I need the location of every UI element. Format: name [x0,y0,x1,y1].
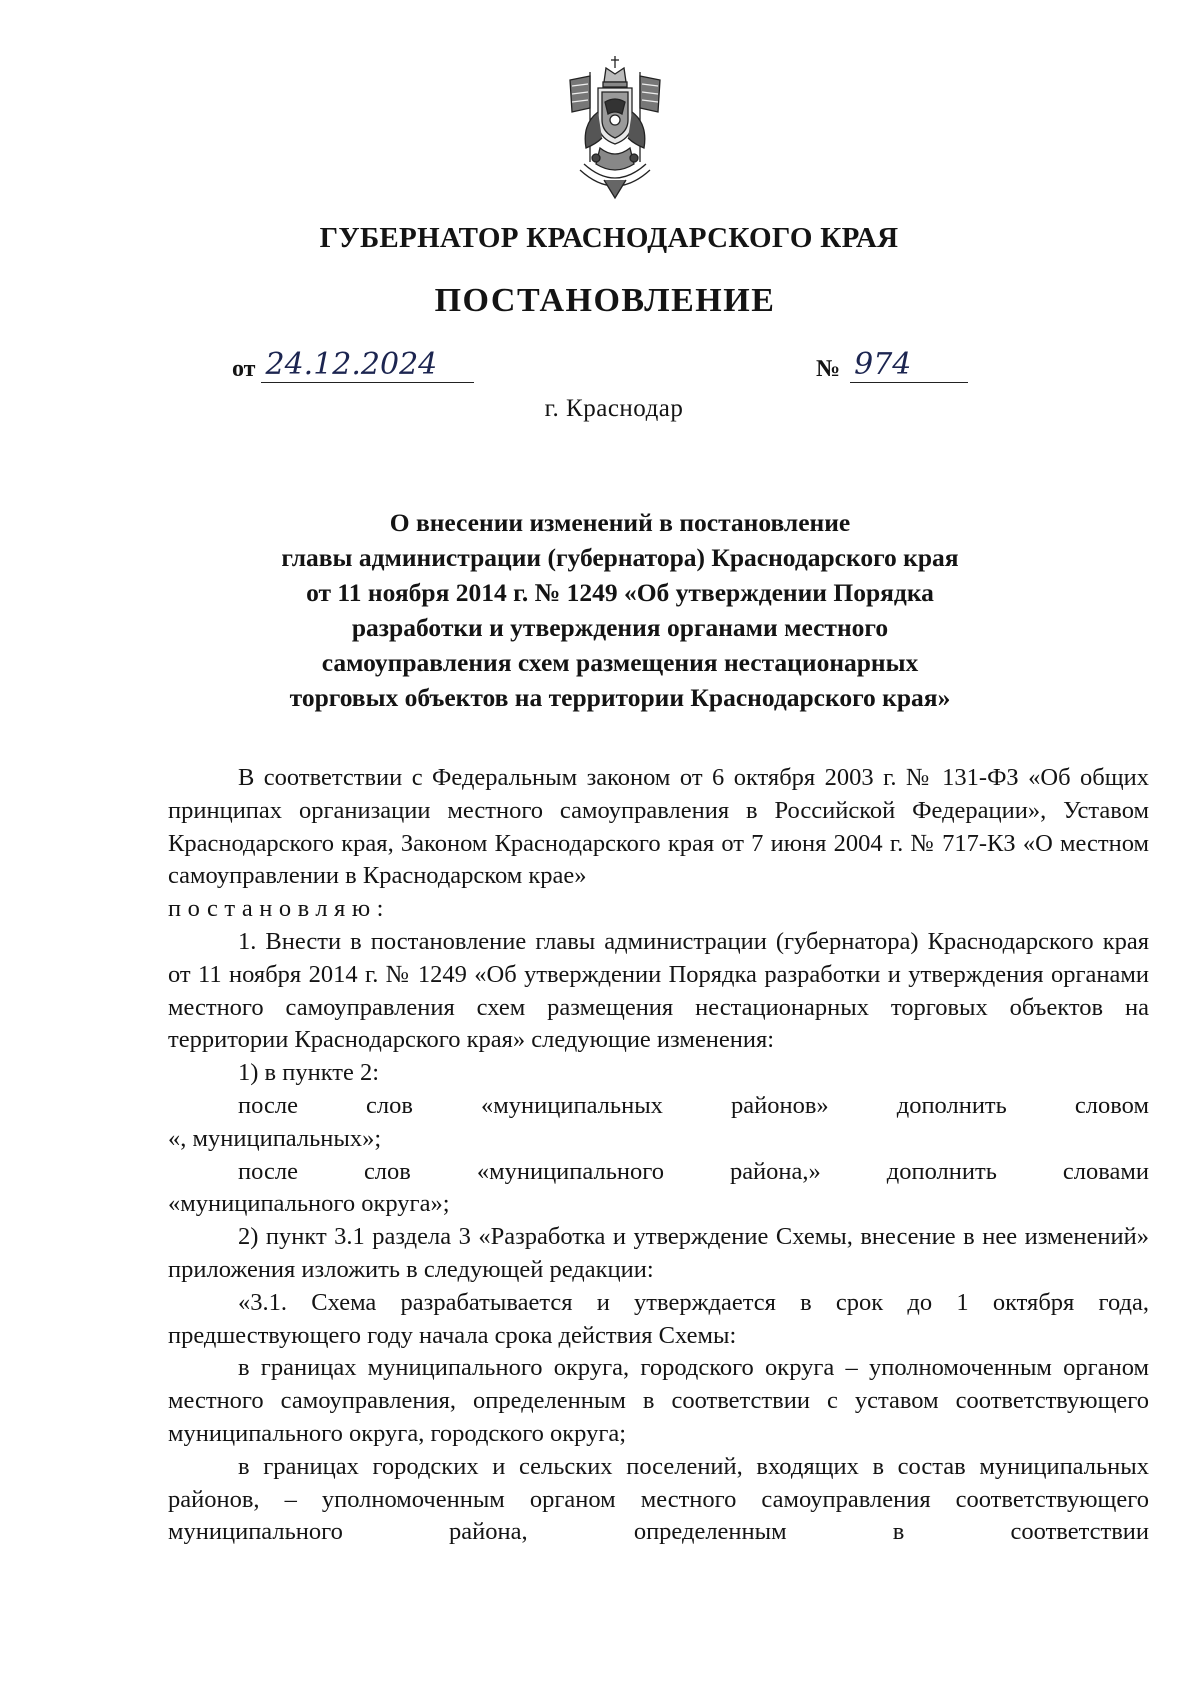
title-line: главы администрации (губернатора) Краснодарского края [281,543,959,572]
number-value: 974 [850,350,968,383]
boundary-paragraph-1: в границах муниципального округа, городского округа – уполномоченным органом местного самоуправления, определенным в соответствии с уставом соответствующего муниципального округа, городского округа; [168,1354,1149,1447]
date-field [232,347,474,383]
resolve-word: постановляю: [168,895,390,923]
title-line: разработки и утверждения органами местного [351,613,889,642]
change-1-word: после [238,1091,298,1119]
boundary-paragraph-2: в границах городских и сельских поселений, входящих в состав муниципальных районов, – уполномоченным органом местного самоуправления соответствующего муниципального района, определенным в соответствии [168,1452,1149,1546]
change-1-word: словом [1074,1091,1149,1119]
issuing-authority: ГУБЕРНАТОР КРАСНОДАРСКОГО КРАЯ [319,222,899,254]
change-1-word: районов» [730,1091,829,1119]
change-2-word: словами [1062,1157,1149,1185]
change-2-end: «муниципального округа»; [168,1190,450,1218]
title-line: О внесении изменений в постановление [389,508,851,537]
item-1-paragraph: 1. Внести в постановление главы администрации (губернатора) Краснодарского края от 11 ноября 2014 г. № 1249 «Об утверждении Порядка разработки и утверждения органами местного самоуправления схем размещения нестационарных торговых объектов на территории Краснодарского края» следующие изменения: [168,927,1149,1054]
change-2-line [168,1156,1149,1189]
coat-of-arms-emblem [560,52,670,202]
subitem-1: 1) в пункте 2: [238,1059,380,1087]
change-1-end: «, муниципальных»; [168,1124,382,1152]
title-line: торговых объектов на территории Краснодарского края» [289,683,951,712]
change-1-line [168,1090,1149,1123]
date-label: от [232,356,256,382]
change-1-word: «муниципальных [481,1091,663,1119]
subitem-2: 2) пункт 3.1 раздела 3 «Разработка и утверждение Схемы, внесение в нее изменений» приложения изложить в следующей редакции: [168,1223,1149,1283]
change-1-word: слов [366,1091,413,1119]
number-field [816,347,968,383]
document-type: ПОСТАНОВЛЕНИЕ [434,282,776,319]
change-1-word: дополнить [896,1091,1007,1119]
clause-3-1: «3.1. Схема разрабатывается и утверждается в срок до 1 октября года, предшествующего году начала срока действия Схемы: [168,1288,1149,1349]
change-2-word: слов [363,1157,411,1185]
change-2-word: района,» [729,1157,821,1185]
document-title [170,505,1070,715]
document-body [168,762,1149,1549]
title-line: самоуправления схем размещения нестационарных [321,648,919,677]
change-2-word: «муниципального [476,1157,664,1185]
number-label: № [816,356,841,382]
change-2-word: после [238,1157,298,1185]
change-2-word: дополнить [886,1157,997,1185]
preamble-paragraph: В соответствии с Федеральным законом от 6 октября 2003 г. № 131-ФЗ «Об общих принципах организации местного самоуправления в Российской Федерации», Уставом Краснодарского края, Законом Краснодарского края от 7 июня 2004 г. № 717-КЗ «О местном самоуправлении в Краснодарском крае» [168,764,1149,890]
date-value: 24.12.2024 [261,350,474,383]
title-line: от 11 ноября 2014 г. № 1249 «Об утверждении Порядка [306,578,934,607]
city: г. Краснодар [544,395,684,422]
